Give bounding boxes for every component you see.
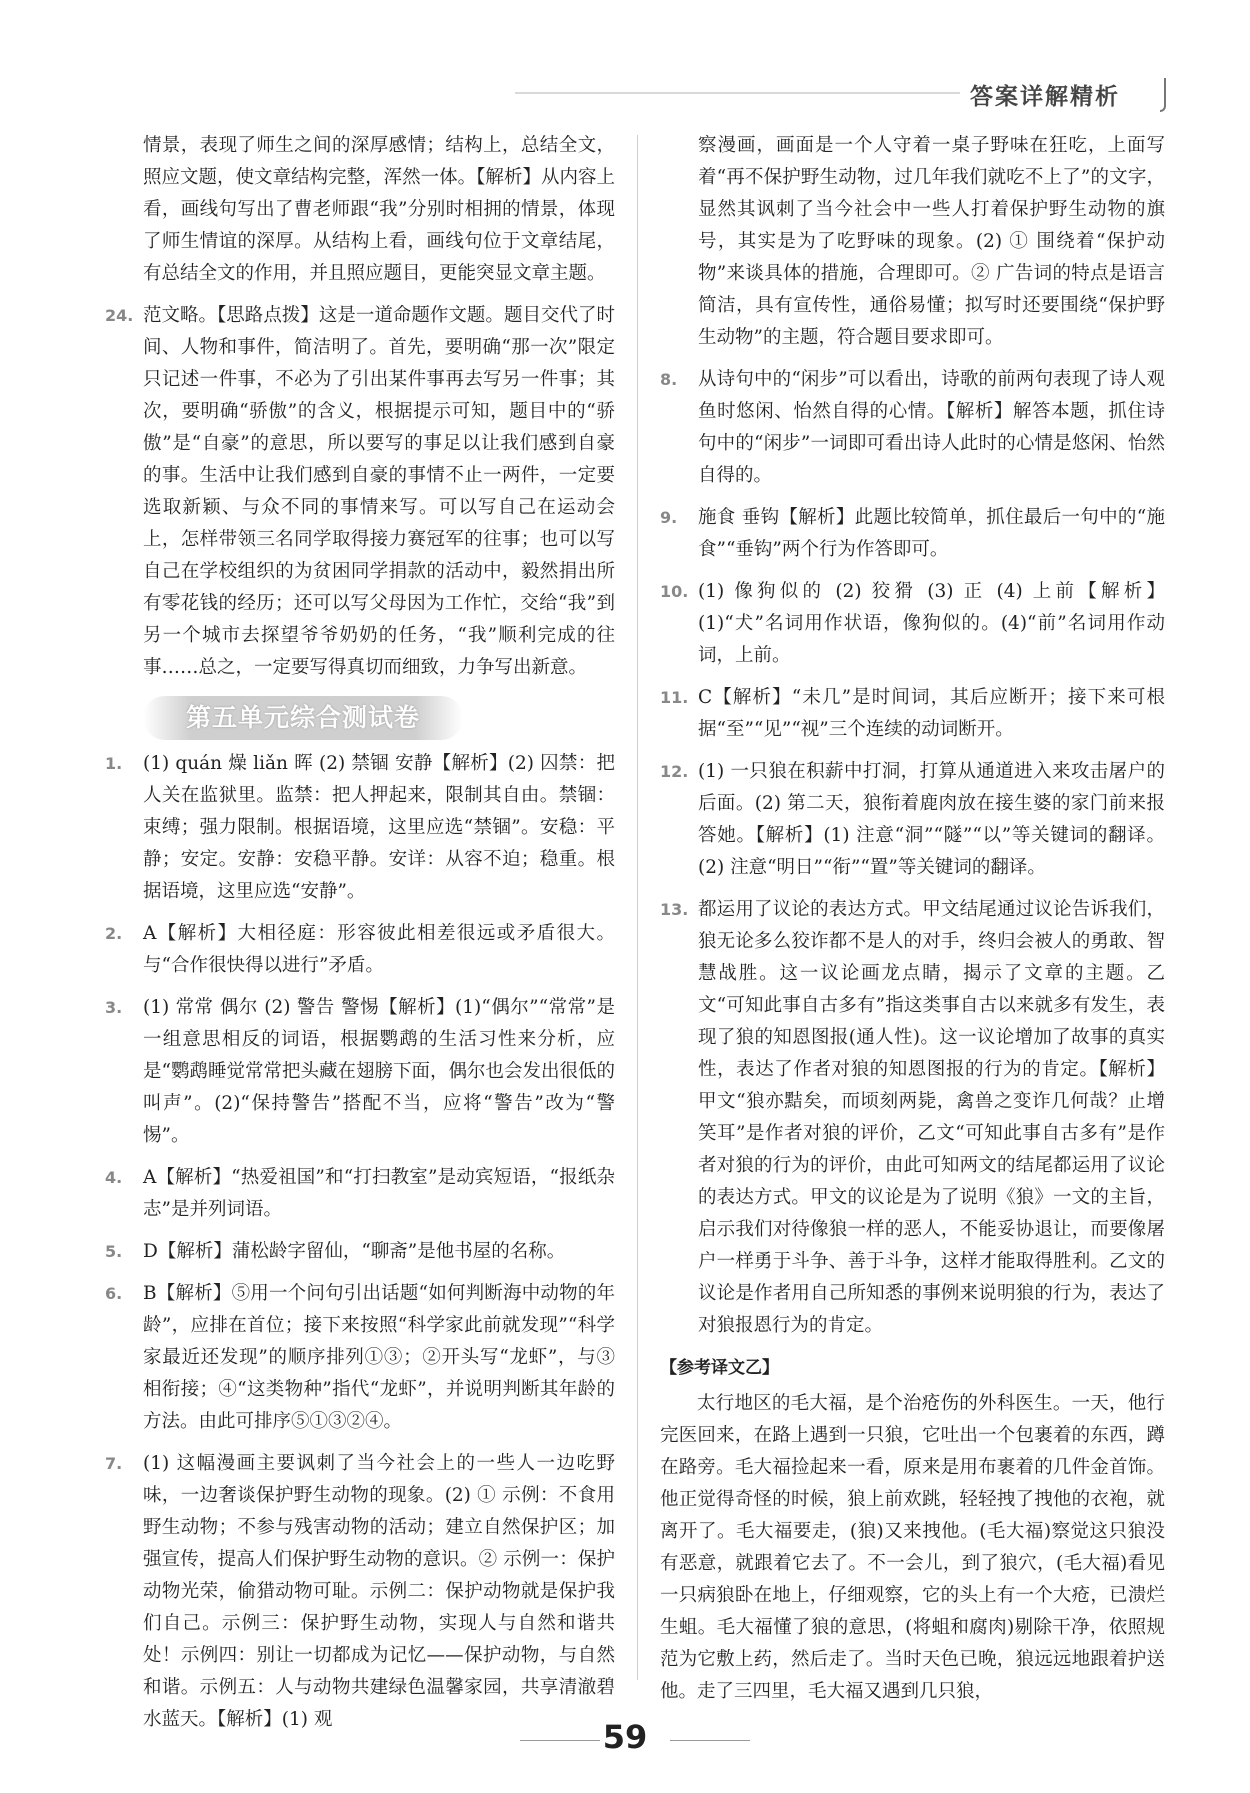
answer-text: A【解析】“热爱祖国”和“打扫教室”是动宾短语，“报纸杂志”是并列词语。 (143, 1167, 615, 1220)
section-title: 第五单元综合测试卷 (143, 696, 463, 740)
answer-text: 从诗句中的“闲步”可以看出，诗歌的前两句表现了诗人观鱼时悠闲、怡然自得的心情。【解析】解答本题，抓住诗句中的“闲步”一词即可看出诗人此时的心情是悠闲、怡然自得的。 (698, 369, 1165, 486)
answer-item (660, 502, 1165, 566)
answer-item (105, 1162, 615, 1226)
answer-number: 10. (660, 582, 689, 601)
page-header-title: 答案详解精析 (970, 84, 1120, 110)
answer-item (660, 682, 1165, 746)
answer-number: 13. (660, 900, 689, 919)
answer-text: D【解析】蒲松龄字留仙，“聊斋”是他书屋的名称。 (143, 1241, 566, 1262)
answer-text: (1) 这幅漫画主要讽刺了当今社会上的一些人一边吃野味，一边奢谈保护野生动物的现象。(2) ① 示例：不食用野生动物；不参与残害动物的活动；建立自然保护区；加强宣传，提高人们保护野生动物的意识。② 示例一：保护动物光荣，偷猎动物可耻。示例二：保护动物就是保护我们自己。示例三：保护野生动物，实现人与自然和谐共处！示例四：别让一切都成为记忆——保护动物，与自然和谐。示例五：人与动物共建绿色温馨家园，共享清澈碧水蓝天。【解析】(1) 观 (143, 1453, 615, 1730)
right-answer-list (660, 364, 1165, 1342)
continued-answer-text: 察漫画，画面是一个人守着一桌子野味在狂吃，上面写着“再不保护野生动物，过几年我们就吃不上了”的文字，显然其讽刺了当今社会中一些人打着保护野生动物的旗号，其实是为了吃野味的现象。(2) ① 围绕着“保护动物”来谈具体的措施，合理即可。② 广告词的特点是语言简洁，具有宣传性，通俗易懂；拟写时还要围绕“保护野生动物”的主题，符合题目要求即可。 (698, 135, 1165, 348)
unit-answer-list (105, 748, 615, 1736)
answer-text: (1) 像狗似的 (2) 狡猾 (3) 正 (4) 上前【解析】(1)“犬”名词用作状语，像狗似的。(4)“前”名词用作动词，上前。 (698, 581, 1165, 666)
answer-item (105, 992, 615, 1152)
answer-item (105, 300, 615, 684)
answer-number: 8. (660, 370, 678, 389)
reference-translation-text: 太行地区的毛大福，是个治疮伤的外科医生。一天，他行完医回来，在路上遇到一只狼，它吐出一个包裹着的东西，蹲在路旁。毛大福捡起来一看，原来是用布裹着的几件金首饰。他正觉得奇怪的时候，狼上前欢跳，轻轻拽了拽他的衣袍，就离开了。毛大福要走，(狼)又来拽他。(毛大福)察觉这只狼没有恶意，就跟着它去了。不一会儿，到了狼穴，(毛大福)看见一只病狼卧在地上，仔细观察，它的头上有一个大疮，已溃烂生蛆。毛大福懂了狼的意思，(将蛆和腐肉)剔除干净，依照规范为它敷上药，然后走了。当时天色已晚，狼远远地跟着护送他。走了三四里，毛大福又遇到几只狼， (660, 1393, 1165, 1702)
answer-number: 24. (105, 306, 134, 325)
answer-number: 1. (105, 754, 123, 773)
answer-text: A【解析】大相径庭：形容彼此相差很远或矛盾很大。与“合作很快得以进行”矛盾。 (143, 923, 615, 976)
answer-item (105, 1236, 615, 1268)
answer-text: (1) quán 燥 liǎn 晖 (2) 禁锢 安静【解析】(2) 囚禁：把人关在监狱里。监禁：把人押起来，限制其自由。禁锢：束缚；强力限制。根据语境，这里应选“禁锢”。安稳：平静；安定。安静：安稳平静。安详：从容不迫；稳重。根据语境，这里应选“安静”。 (143, 753, 615, 902)
answer-number: 3. (105, 998, 123, 1017)
answer-number: 6. (105, 1284, 123, 1303)
answer-item (105, 1448, 615, 1736)
answer-text: 都运用了议论的表达方式。甲文结尾通过议论告诉我们，狼无论多么狡诈都不是人的对手，终归会被人的勇敢、智慧战胜。这一议论画龙点睛，揭示了文章的主题。乙文“可知此事自古多有”指这类事自古以来就多有发生，表现了狼的知恩图报(通人性)。这一议论增加了故事的真实性，表达了作者对狼的知恩图报的行为的肯定。【解析】甲文“狼亦黠矣，而顷刻两毙，禽兽之变诈几何哉？止增笑耳”是作者对狼的评价，乙文“可知此事自古多有”是作者对狼的行为的评价，由此可知两文的结尾都运用了议论的表达方式。甲文的议论是为了说明《狼》一文的主旨，启示我们对待像狼一样的恶人，不能妥协退让，而要像屠户一样勇于斗争、善于斗争，这样才能取得胜利。乙文的议论是作者用自己所知悉的事例来说明狼的行为，表达了对狼报恩行为的肯定。 (698, 899, 1165, 1336)
left-column (105, 130, 615, 1746)
answer-number: 11. (660, 688, 689, 707)
answer-number: 9. (660, 508, 678, 527)
answer-text: 范文略。【思路点拨】这是一道命题作文题。题目交代了时间、人物和事件，简洁明了。首先，要明确“那一次”限定只记述一件事，不必为了引出某件事再去写另一件事；其次，要明确“骄傲”的含义，根据提示可知，题目中的“骄傲”是“自豪”的意思，所以要写的事足以让我们感到自豪的事。生活中让我们感到自豪的事情不止一两件，一定要选取新颖、与众不同的事情来写。可以写自己在运动会上，怎样带领三名同学取得接力赛冠军的往事；也可以写自己在学校组织的为贫困同学捐款的活动中，毅然捐出所有零花钱的经历；还可以写父母因为工作忙，交给“我”到另一个城市去探望爷爷奶奶的任务，“我”顺利完成的往事……总之，一定要写得真切而细致，力争写出新意。 (143, 305, 615, 678)
answer-item (660, 756, 1165, 884)
reference-translation-title: 【参考译文乙】 (660, 1358, 779, 1378)
continued-answer-text: 情景，表现了师生之间的深厚感情；结构上，总结全文，照应文题，使文章结构完整，浑然一体。【解析】从内容上看，画线句写出了曹老师跟“我”分别时相拥的情景，体现了师生情谊的深厚。从结构上看，画线句位于文章结尾，有总结全文的作用，并且照应题目，更能突显文章主题。 (143, 135, 615, 284)
answer-item (105, 1278, 615, 1438)
right-column (660, 130, 1165, 1708)
left-answer-list (105, 300, 615, 684)
answer-text: 施食 垂钩【解析】此题比较简单，抓住最后一句中的“施食”“垂钩”两个行为作答即可。 (698, 507, 1165, 560)
answer-text: (1) 常常 偶尔 (2) 警告 警惕【解析】(1)“偶尔”“常常”是一组意思相反的词语，根据鹦鹉的生活习性来分析，应是“鹦鹉睡觉常常把头藏在翅膀下面，偶尔也会发出很低的叫声”。(2)“保持警告”搭配不当，应将“警告”改为“警惕”。 (143, 997, 615, 1146)
answer-item (660, 576, 1165, 672)
header-rule (515, 92, 960, 94)
answer-number: 5. (105, 1242, 123, 1261)
answer-text: (1) 一只狼在积薪中打洞，打算从通道进入来攻击屠户的后面。(2) 第二天，狼衔着鹿肉放在接生婆的家门前来报答她。【解析】(1) 注意“洞”“隧”“以”等关键词的翻译。(2) 注意“明日”“衔”“置”等关键词的翻译。 (698, 761, 1165, 878)
page-number: 59 (602, 1718, 648, 1756)
answer-number: 2. (105, 924, 123, 943)
answer-item (660, 364, 1165, 492)
answer-number: 7. (105, 1454, 123, 1473)
answer-number: 4. (105, 1168, 123, 1187)
answer-text: B【解析】⑤用一个问句引出话题“如何判断海中动物的年龄”，应排在首位；接下来按照“科学家此前就发现”“科学家最近还发现”的顺序排列①③；②开头写“龙虾”，与③相衔接；④“这类物种”指代“龙虾”，并说明判断其年龄的方法。由此可排序⑤①③②④。 (143, 1283, 615, 1432)
answer-item (105, 748, 615, 908)
column-divider (637, 135, 638, 1680)
answer-item (105, 918, 615, 982)
header-bracket-decoration (1160, 78, 1166, 112)
answer-item (660, 894, 1165, 1342)
page-number-rule-right (670, 1740, 750, 1741)
answer-number: 12. (660, 762, 689, 781)
answer-text: C【解析】“未几”是时间词，其后应断开；接下来可根据“至”“见”“视”三个连续的动词断开。 (698, 687, 1165, 740)
